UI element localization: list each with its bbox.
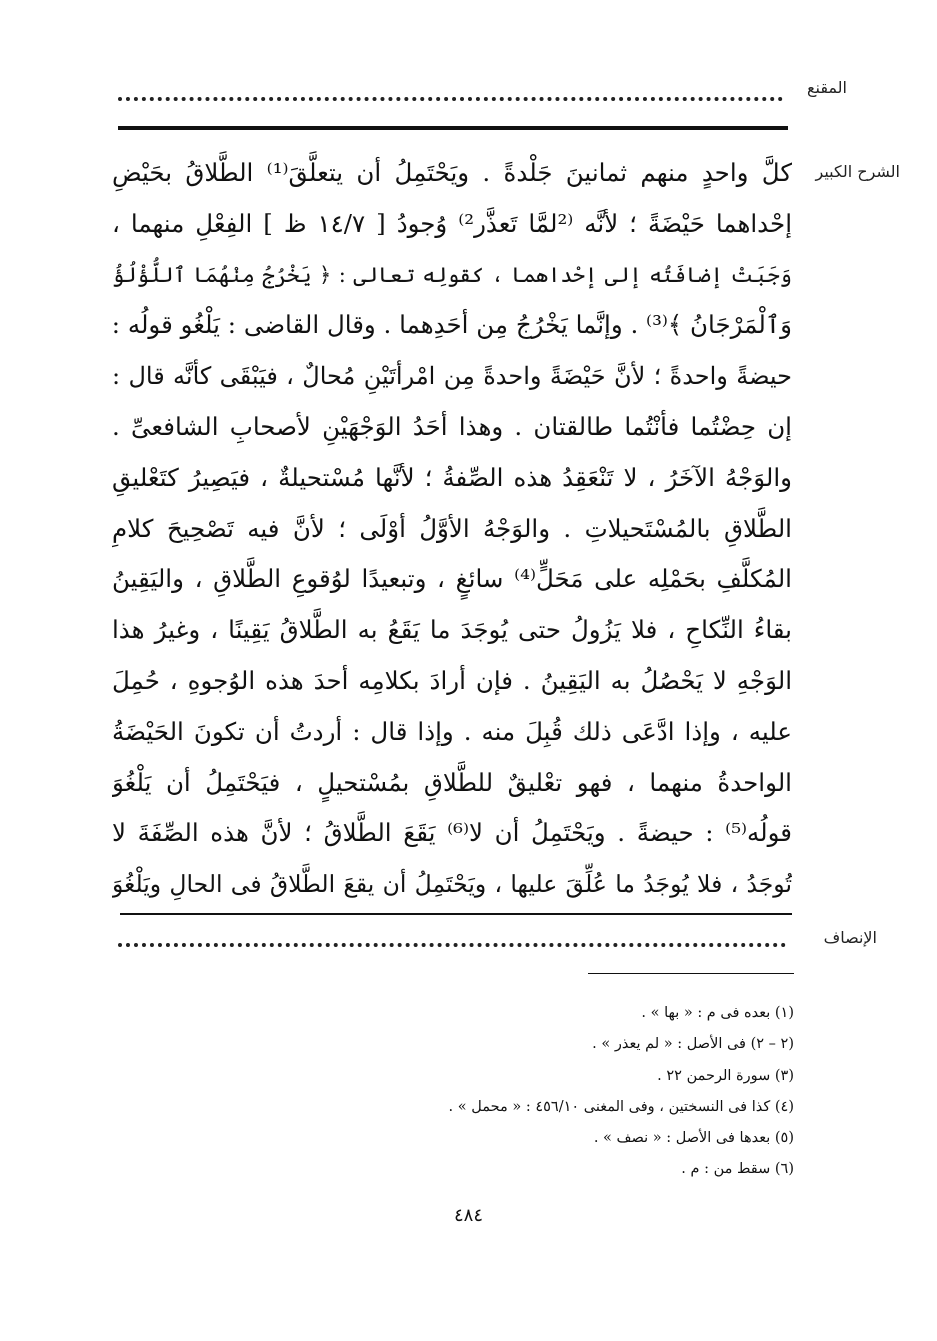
- insaf-label: الإنصاف: [823, 928, 877, 947]
- text-line: وَٱلْمَرْجَانُ ﴾⁽³⁾ . وإنَّما يَخْرُجُ مِن أحَدِهما . وقال القاضى : يَلْغُو قولُه :: [112, 310, 792, 340]
- main-text-bottom-rule: [120, 913, 792, 915]
- text-line: إن حِضْتُما فأنْتُما طالقتان . وهذا أحَدُ الوَجْهَيْنِ لأصحابِ الشافعىِّ .: [112, 411, 792, 441]
- text-line: والوَجْهُ الآخَرُ ، لا تَنْعَقِدُ هذه الصِّفةُ ؛ لأنَّها مُسْتحيلةٌ ، فيَصِيرُ كتَعْليقِ: [112, 462, 792, 492]
- page-number: ٤٨٤: [453, 1205, 483, 1226]
- header-dotted-rule: [118, 97, 783, 101]
- footnote: (٣) سورة الرحمن ٢٢ .: [657, 1067, 794, 1084]
- text-line: تُوجَدُ ، فلا يُوجَدُ ما عُلِّقَ عليها ، ويَحْتَمِلُ أن يقعَ الطَّلاقُ فى الحالِ ويَلْغُوَ: [112, 870, 792, 899]
- text-line: الواحدةُ منهما ، فهو تعْليقٌ للطَّلاقِ بمُسْتحيلٍ ، فيَحْتَمِلُ أن يَلْغُوَ: [112, 767, 792, 797]
- footnote: (٦) سقط من : م .: [681, 1161, 794, 1178]
- text-line: قولُه⁽⁵⁾ : حيضةً . ويَحْتَمِلُ أن لا⁽⁶⁾ يَقَعَ الطَّلاقُ ؛ لأنَّ هذه الصِّفَةَ لا: [112, 818, 792, 848]
- text-line: الوَجْهِ لا يَحْصُلُ به اليَقِينُ . فإن أرادَ بكلامِه أحدَ هذه الوُجوهِ ، حُمِلَ: [112, 665, 792, 695]
- text-line: عليه ، وإذا ادَّعَى ذلك قُبِلَ منه . وإذا قال : أردتُ أن تكونَ الحَيْضَةُ: [112, 716, 792, 746]
- book-label: المقنع: [806, 78, 847, 97]
- insaf-dotted-rule: [118, 943, 786, 947]
- footnotes: [374, 998, 794, 1186]
- footnote-separator: [588, 973, 794, 974]
- footnote: (٢ – ٢) فى الأصل : « لم يعذر » .: [592, 1036, 794, 1053]
- text-line: المُكلَّفِ بحَمْلِه على مَحَلٍّ⁽⁴⁾ سائغٍ ، وتبعيدًا لوُقوعِ الطَّلاقِ ، واليَقِينُ: [112, 564, 792, 594]
- footnote: (٥) بعدها فى الأصل : « نصف » .: [593, 1130, 794, 1147]
- commentary-label: الشرح الكبير: [815, 162, 900, 181]
- text-line: بقاءُ النِّكاحِ ، فلا يَزُولُ حتى يُوجَدَ ما يَقَعُ به الطَّلاقُ يَقِينًا ، وغيرُ هذا: [112, 615, 792, 645]
- text-line: الطَّلاقِ بالمُسْتَحيلاتِ . والوَجْهُ الأوَّلُ أوْلَى ؛ لأنَّ فيه تَصْحِيحَ كلامِ: [112, 513, 792, 543]
- header-thick-rule: [118, 126, 788, 130]
- text-line: وَجَبَتْ إضافَتُه إلى إحْداهما ، كقولِه تعالى : ﴿ يَخْرُجُ مِنْهُمَا ٱللُّؤْلُؤُ: [112, 262, 792, 287]
- text-line: إحْداهما حَيْضَةً ؛ لأنَّه ⁽²لمَّا تَعذَّر²⁾ وُجودُ [ ١٤/٧ ظ ] الفِعْلِ منهما ،: [112, 208, 792, 238]
- footnote: (٤) كذا فى النسختين ، وفى المغنى ٤٥٦/١٠ : « محمل » .: [448, 1098, 794, 1115]
- main-text-body: [112, 148, 792, 910]
- footnote: (١) بعده فى م : « بها » .: [641, 1005, 794, 1021]
- text-line: حيضةً واحدةً ؛ لأنَّ حَيْضَةً واحدةً مِن امْرأتَيْنِ مُحالٌ ، فيَبْقَى كأنَّه قال :: [112, 362, 792, 391]
- text-line: كلَّ واحدٍ منهم ثمانينَ جَلْدةً . ويَحْتَمِلُ أن يتعلَّقَ⁽¹⁾ الطَّلاقُ بحَيْضِ: [112, 158, 792, 187]
